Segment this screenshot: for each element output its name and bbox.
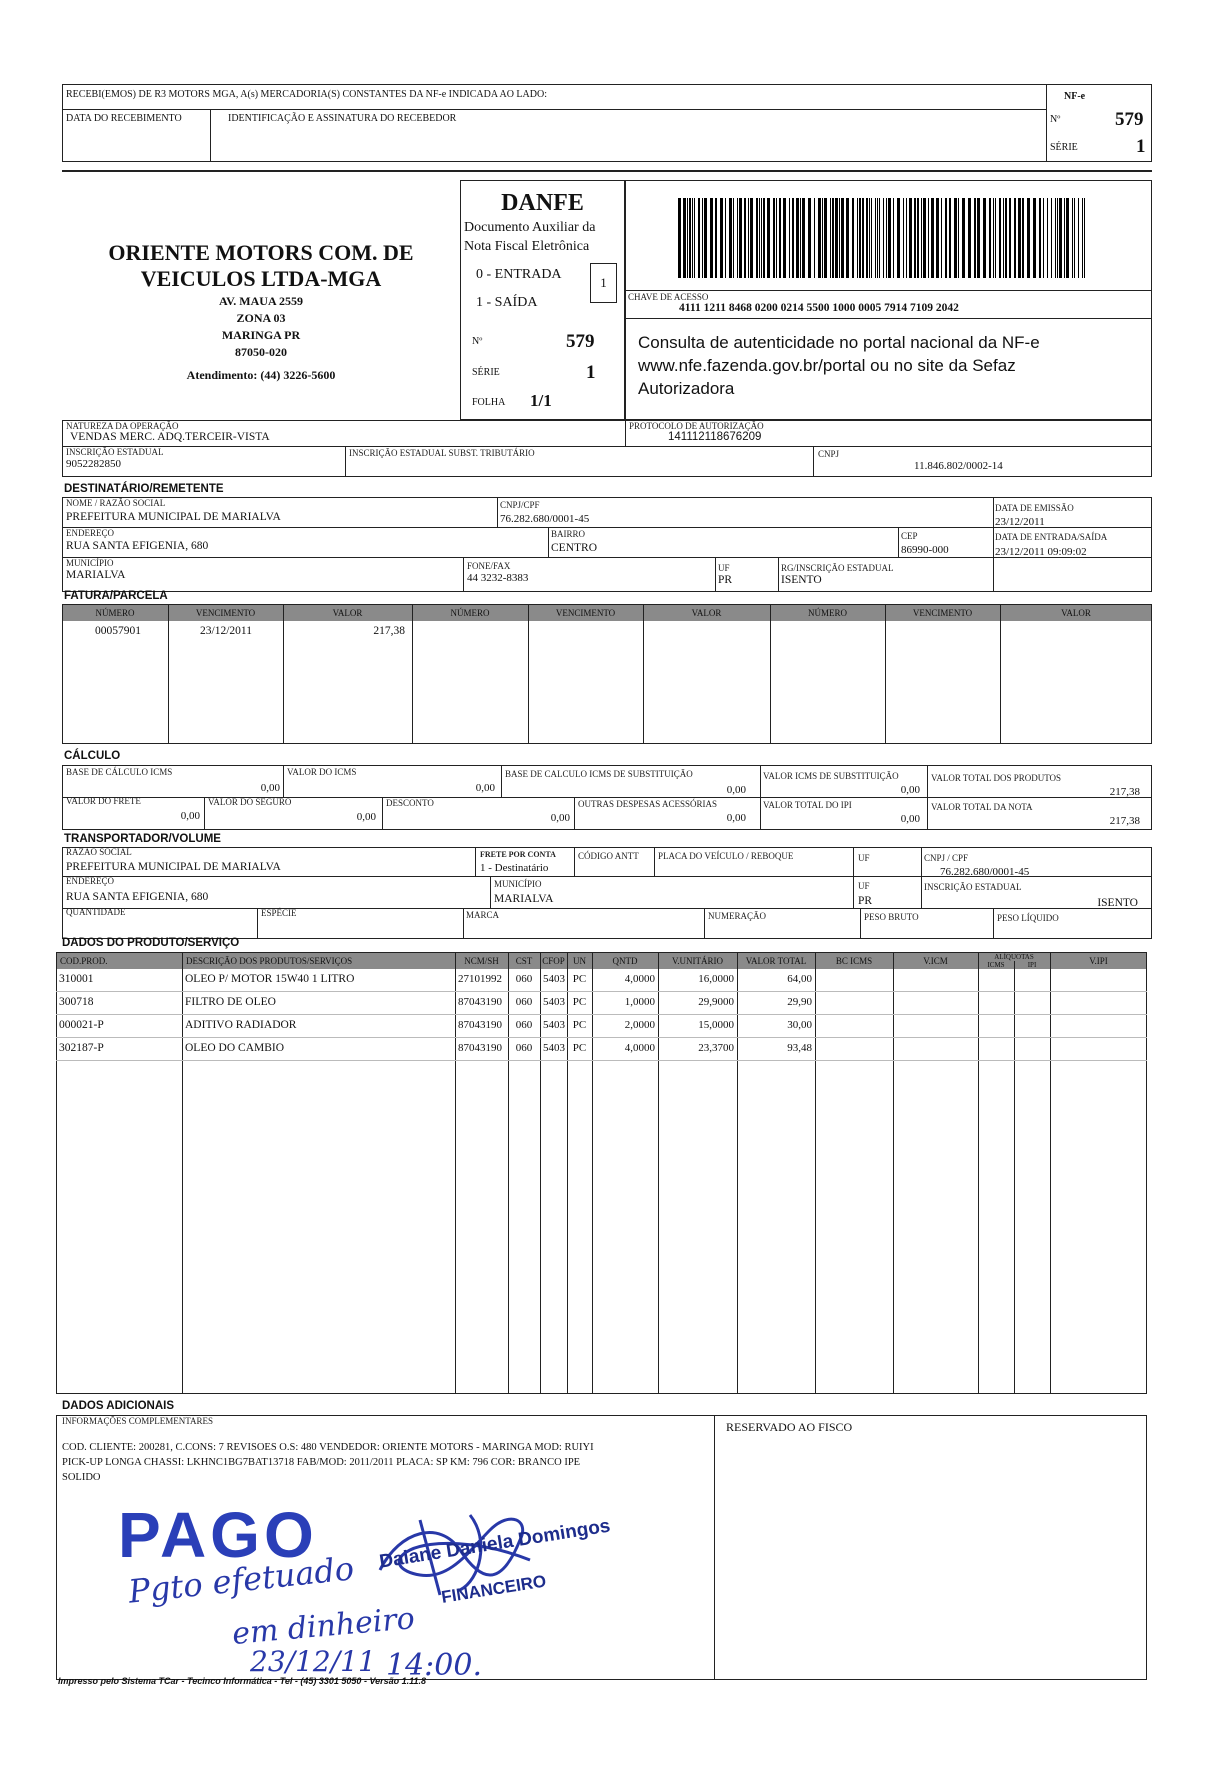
product-cod: 302187-P [59, 1042, 104, 1054]
barcode-bar [983, 198, 986, 278]
product-col-header: UN [573, 956, 586, 966]
product-cst: 060 [515, 973, 533, 985]
product-col-header: ALÍQUOTAS [994, 953, 1034, 961]
barcode-bar [720, 198, 723, 278]
danfe-entrada: 0 - ENTRADA [476, 267, 562, 282]
barcode-bar [914, 198, 916, 278]
barcode-bar [936, 198, 939, 278]
barcode-bar [832, 198, 834, 278]
barcode-bar [800, 198, 801, 278]
product-cfop: 5403 [543, 973, 565, 985]
barcode-bar [883, 198, 884, 278]
barcode-bar [1082, 198, 1083, 278]
barcode-bar [715, 198, 717, 278]
product-un: PC [572, 996, 587, 1008]
barcode-bar [1003, 198, 1004, 278]
transp-uf2-value: PR [858, 895, 873, 907]
product-col-header: QNTD [612, 956, 638, 966]
product-cod: 000021-P [59, 1019, 104, 1031]
transp-cnpj-value: 76.282.680/0001-45 [940, 866, 1030, 878]
barcode-bar [818, 198, 821, 278]
barcode-bar [725, 198, 726, 278]
barcode-bar [759, 198, 760, 278]
barcode-bar [692, 198, 693, 278]
handwritten-note-1: Pgto efetuado [126, 1549, 356, 1611]
transp-municipio-value: MARIALVA [494, 893, 554, 905]
product-desc: ADITIVO RADIADOR [185, 1019, 297, 1031]
barcode-bar [886, 198, 887, 278]
product-ncm: 27101992 [458, 973, 502, 985]
transp-peso-bruto-label: PESO BRUTO [864, 912, 919, 922]
transp-ie-value: ISENTO [1097, 897, 1138, 909]
barcode-bar [999, 198, 1001, 278]
info-label: INFORMAÇÕES COMPLEMENTARES [62, 1416, 214, 1426]
product-cod: 310001 [59, 973, 94, 985]
barcode-bar [841, 198, 844, 278]
product-un: PC [572, 973, 587, 985]
barcode-bar [962, 198, 965, 278]
dest-uf-value: PR [718, 574, 733, 586]
danfe-saida: 1 - SAÍDA [476, 295, 538, 310]
fatura-col-header: VALOR [1061, 608, 1091, 618]
dest-rg-label: RG/INSCRIÇÃO ESTADUAL [781, 563, 894, 573]
transp-quantidade-label: QUANTIDADE [66, 907, 126, 917]
product-un: PC [572, 1019, 587, 1031]
dest-entrada-label: DATA DE ENTRADA/SAÍDA [995, 532, 1108, 542]
barcode-bar [796, 198, 799, 278]
product-desc: OLEO P/ MOTOR 15W40 1 LITRO [185, 973, 355, 985]
barcode-bar [954, 198, 957, 278]
frete-label: VALOR DO FRETE [66, 796, 141, 806]
danfe-num-value: 579 [566, 331, 595, 352]
fisco-label: RESERVADO AO FISCO [726, 1420, 853, 1434]
recipient-section: DESTINATÁRIO/REMETENTE [64, 483, 224, 495]
fatura-section: FATURA/PARCELA [64, 590, 168, 602]
transp-especie-label: ESPÉCIE [261, 908, 297, 918]
barcode-bar [917, 198, 919, 278]
cnpj-value: 11.846.802/0002-14 [914, 460, 1003, 472]
fatura-col-header: VENCIMENTO [912, 608, 973, 618]
transp-antt-label: CÓDIGO ANTT [578, 851, 639, 861]
barcode-bar [737, 198, 738, 278]
transporte-section: TRANSPORTADOR/VOLUME [64, 833, 221, 845]
barcode-bar [814, 198, 815, 278]
barcode-bar [931, 198, 934, 278]
barcode-bar [862, 198, 864, 278]
fatura-col-header: NÚMERO [450, 608, 490, 618]
barcode-bar [1055, 198, 1056, 278]
dest-endereco-value: RUA SANTA EFIGENIA, 680 [66, 540, 209, 552]
product-ncm: 87043190 [458, 996, 502, 1008]
barcode-bar [683, 198, 686, 278]
barcode-bar [1078, 198, 1079, 278]
barcode-bar [792, 198, 794, 278]
barcode-bar [744, 198, 746, 278]
outras-value: 0,00 [726, 812, 746, 824]
base-st-label: BASE DE CALCULO ICMS DE SUBSTITUIÇÃO [505, 769, 693, 779]
barcode-bar [1009, 198, 1011, 278]
barcode-bar [846, 198, 849, 278]
dest-emissao-value: 23/12/2011 [995, 516, 1045, 528]
total-prod-label: VALOR TOTAL DOS PRODUTOS [931, 773, 1062, 783]
seguro-value: 0,00 [356, 811, 376, 823]
product-total: 29,90 [787, 996, 812, 1008]
signature-role: FINANCEIRO [440, 1571, 548, 1607]
transp-razao-value: PREFEITURA MUNICIPAL DE MARIALVA [66, 861, 281, 873]
transp-frete-value: 1 - Destinatário [480, 862, 549, 874]
produtos-section: DADOS DO PRODUTO/SERVIÇO [62, 937, 240, 949]
barcode-bar [687, 198, 688, 278]
adicionais-section: DADOS ADICIONAIS [62, 1400, 175, 1412]
base-st-value: 0,00 [726, 784, 746, 796]
consulta-line-1: Consulta de autenticidade no portal nacional da NF-e [638, 333, 1040, 352]
product-total: 30,00 [787, 1019, 812, 1031]
dest-cep-value: 86990-000 [901, 544, 949, 556]
product-col-header: V.IPI [1089, 956, 1108, 966]
barcode-bar [710, 198, 713, 278]
product-vunit: 23,3700 [698, 1042, 734, 1054]
valor-st-label: VALOR ICMS DE SUBSTITUIÇÃO [763, 771, 899, 781]
chave-label: CHAVE DE ACESSO [628, 292, 709, 302]
separator [62, 170, 1152, 172]
ie-label: INSCRIÇÃO ESTADUAL [66, 447, 164, 457]
base-icms-label: BASE DE CÁLCULO ICMS [66, 767, 173, 777]
barcode-bar [879, 198, 880, 278]
dest-municipio-label: MUNICÍPIO [66, 558, 114, 568]
barcode-bar [773, 198, 775, 278]
product-cfop: 5403 [543, 996, 565, 1008]
product-un: PC [572, 1042, 587, 1054]
dest-uf-label: UF [718, 563, 730, 573]
barcode-bar [1018, 198, 1021, 278]
product-cst: 060 [515, 1042, 533, 1054]
barcode-bar [945, 198, 947, 278]
fatura-col-header: NÚMERO [807, 608, 847, 618]
consulta-line-3: Autorizadora [638, 379, 735, 398]
barcode-bar [859, 198, 861, 278]
dest-cnpj-value: 76.282.680/0001-45 [500, 513, 590, 525]
danfe-folha-value: 1/1 [530, 391, 552, 410]
dest-name-label: NOME / RAZÃO SOCIAL [66, 498, 166, 508]
dest-fone-value: 44 3232-8383 [467, 572, 529, 584]
barcode-bar [767, 198, 770, 278]
receipt-id-label: IDENTIFICAÇÃO E ASSINATURA DO RECEBEDOR [228, 113, 457, 124]
issuer-block [62, 240, 460, 384]
fatura-col-header: NÚMERO [95, 608, 135, 618]
fatura-vencimento: 23/12/2011 [200, 625, 252, 637]
barcode-bar [968, 198, 971, 278]
handwritten-time: 14:00. [386, 1648, 482, 1683]
danfe-folha-label: FOLHA [472, 397, 506, 408]
product-desc: FILTRO DE OLEO [185, 996, 276, 1008]
barcode-bar [1074, 198, 1075, 278]
product-qtd: 4,0000 [624, 1042, 655, 1054]
danfe-serie-value: 1 [586, 362, 596, 383]
barcode-bar [702, 198, 703, 278]
danfe-subtitle-2: Nota Fiscal Eletrônica [464, 239, 590, 254]
cnpj-label: CNPJ [818, 449, 840, 459]
barcode-bar [698, 198, 700, 278]
product-col-header: CST [515, 956, 533, 966]
desconto-value: 0,00 [550, 812, 570, 824]
total-prod-value: 217,38 [1109, 786, 1140, 798]
receipt-num-label: Nº [1050, 114, 1061, 125]
fatura-col-header: VALOR [332, 608, 363, 618]
valor-icms-label: VALOR DO ICMS [287, 767, 357, 777]
barcode-bar [1072, 198, 1073, 278]
transp-peso-liquido-label: PESO LÍQUIDO [997, 913, 1059, 923]
barcode-bar [995, 198, 996, 278]
barcode-bar [928, 198, 929, 278]
frete-value: 0,00 [180, 810, 200, 822]
barcode-bar [871, 198, 872, 278]
barcode-bar [1039, 198, 1041, 278]
ipi-label: VALOR TOTAL DO IPI [763, 800, 852, 810]
danfe-subtitle-1: Documento Auxiliar da [464, 220, 596, 235]
barcode-bar [852, 198, 854, 278]
receipt-nfe-label: NF-e [1064, 91, 1086, 102]
transp-cnpj-label: CNPJ / CPF [924, 853, 969, 863]
barcode-bar [857, 198, 858, 278]
barcode-bar [909, 198, 912, 278]
barcode-bar [1066, 198, 1069, 278]
aliquota-sub-header: IPI [1027, 961, 1037, 969]
barcode-bar [875, 198, 876, 278]
info-line-1: COD. CLIENTE: 200281, C.CONS: 7 REVISOES O.S: 480 VENDEDOR: ORIENTE MOTORS - MARINGA MOD: RUIYI [62, 1442, 594, 1453]
barcode-bar [835, 198, 838, 278]
natureza-value: VENDAS MERC. ADQ.TERCEIR-VISTA [70, 431, 270, 443]
barcode-bar [866, 198, 868, 278]
product-col-header: CFOP [542, 956, 565, 966]
fatura-valor: 217,38 [373, 625, 405, 637]
issuer-city: MARINGA PR [221, 328, 301, 342]
product-vunit: 16,0000 [698, 973, 734, 985]
handwritten-date: 23/12/11 [250, 1645, 376, 1678]
barcode-bar [839, 198, 840, 278]
barcode-bar [776, 198, 777, 278]
barcode-bar [689, 198, 691, 278]
barcode-bar [1057, 198, 1058, 278]
product-desc: OLEO DO CAMBIO [185, 1042, 285, 1054]
issuer-name-2: VEICULOS LTDA-MGA [140, 266, 382, 291]
barcode-bar [921, 198, 922, 278]
danfe-title: DANFE [501, 190, 584, 216]
product-vunit: 29,9000 [698, 996, 734, 1008]
barcode-bar [941, 198, 942, 278]
protocolo-value: 141112118676209 [668, 431, 762, 443]
barcode-bar [1047, 198, 1048, 278]
product-col-header: COD.PROD. [60, 956, 108, 966]
total-nota-label: VALOR TOTAL DA NOTA [931, 802, 1033, 812]
seguro-label: VALOR DO SEGURO [208, 797, 292, 807]
product-vunit: 15,0000 [698, 1019, 734, 1031]
chave-value: 4111 1211 8468 0200 0214 5500 1000 0005 7914 7109 2042 [679, 302, 959, 314]
barcode-bar [704, 198, 707, 278]
receipt-date-label: DATA DO RECEBIMENTO [66, 113, 182, 124]
barcode-bar [869, 198, 870, 278]
transp-endereco-value: RUA SANTA EFIGENIA, 680 [66, 891, 209, 903]
base-icms-value: 0,00 [260, 782, 280, 794]
signature-name: Daiane Daniela Domingos [378, 1515, 612, 1573]
transp-municipio-label: MUNICÍPIO [494, 879, 542, 889]
dest-name-value: PREFEITURA MUNICIPAL DE MARIALVA [66, 511, 281, 523]
barcode-bar [783, 198, 786, 278]
barcode-bar [1084, 198, 1085, 278]
barcode-bar [903, 198, 904, 278]
dest-endereco-label: ENDEREÇO [66, 528, 114, 538]
outras-label: OUTRAS DESPESAS ACESSÓRIAS [578, 799, 718, 809]
barcode-bar [897, 198, 900, 278]
barcode-bar [1059, 198, 1062, 278]
total-nota-value: 217,38 [1109, 815, 1140, 827]
barcode-bar [729, 198, 732, 278]
barcode-bar [779, 198, 781, 278]
barcode-bar [733, 198, 734, 278]
product-qtd: 4,0000 [624, 973, 655, 985]
product-cod: 300718 [59, 996, 94, 1008]
receipt-num-value: 579 [1115, 109, 1144, 130]
product-cfop: 5403 [543, 1019, 565, 1031]
barcode-bar [822, 198, 823, 278]
barcode-bar [877, 198, 878, 278]
protocolo-label: PROTOCOLO DE AUTORIZAÇÃO [629, 421, 764, 431]
barcode-bar [763, 198, 765, 278]
barcode-bar [977, 198, 980, 278]
product-col-header: V.UNITÁRIO [671, 956, 724, 966]
desconto-label: DESCONTO [386, 798, 434, 808]
ie-value: 9052282850 [66, 458, 121, 470]
natureza-label: NATUREZA DA OPERAÇÃO [66, 421, 179, 431]
product-total: 64,00 [787, 973, 812, 985]
barcode-bar [1014, 198, 1016, 278]
barcode-bar [824, 198, 827, 278]
handwritten-note-2: em dinheiro [230, 1601, 417, 1652]
barcode-bar [906, 198, 907, 278]
barcode-bar [748, 198, 749, 278]
barcode-bar [1022, 198, 1024, 278]
dest-rg-value: ISENTO [781, 574, 822, 586]
danfe-tipo: 1 [600, 275, 607, 290]
dest-cep-label: CEP [901, 531, 918, 541]
info-line-2: PICK-UP LONGA CHASSI: LKHNC1BG7BAT13718 FAB/MOD: 2011/2011 PLACA: SP KM: 796 COR: BRANCO IPE [62, 1457, 581, 1468]
dest-municipio-value: MARIALVA [66, 569, 126, 581]
dest-bairro-value: CENTRO [551, 542, 597, 554]
valor-icms-value: 0,00 [475, 782, 495, 794]
barcode-bar [949, 198, 951, 278]
product-col-header: VALOR TOTAL [745, 956, 807, 966]
barcode-bar [1043, 198, 1044, 278]
dest-emissao-label: DATA DE EMISSÃO [995, 503, 1074, 513]
barcode [678, 198, 1092, 278]
barcode-bar [808, 198, 811, 278]
barcode-bar [830, 198, 831, 278]
danfe-serie-label: SÉRIE [472, 367, 500, 378]
fatura-col-header: VENCIMENTO [195, 608, 256, 618]
transp-uf-label: UF [858, 853, 870, 863]
footer: Impresso pelo Sistema TCar - Tecinco Informática - Tel - (45) 3301 5050 - Versão 1.11.8 [58, 1676, 426, 1686]
issuer-address-2: ZONA 03 [236, 311, 286, 325]
transp-endereco-label: ENDEREÇO [66, 876, 114, 886]
info-line-3: SOLIDO [62, 1472, 101, 1483]
pago-stamp: PAGO [118, 1499, 318, 1571]
product-col-header: NCM/SH [464, 956, 499, 966]
fatura-col-header: VENCIMENTO [555, 608, 616, 618]
iest-label: INSCRIÇÃO ESTADUAL SUBST. TRIBUTÁRIO [349, 448, 535, 458]
product-cfop: 5403 [543, 1042, 565, 1054]
product-col-header: V.ICM [923, 956, 948, 966]
product-ncm: 87043190 [458, 1042, 502, 1054]
barcode-bar [1027, 198, 1030, 278]
dest-entrada-value: 23/12/2011 09:09:02 [995, 546, 1087, 558]
product-cst: 060 [515, 996, 533, 1008]
transp-numeracao-label: NUMERAÇÃO [708, 911, 767, 921]
product-col-header: DESCRIÇÃO DOS PRODUTOS/SERVIÇOS [186, 956, 353, 966]
barcode-bar [923, 198, 926, 278]
barcode-bar [974, 198, 976, 278]
barcode-bar [694, 198, 695, 278]
barcode-bar [1051, 198, 1052, 278]
danfe-num-label: Nº [472, 336, 483, 347]
dest-bairro-label: BAIRRO [551, 529, 586, 539]
transp-marca-label: MARCA [466, 910, 500, 920]
transp-uf2-label: UF [858, 881, 870, 891]
issuer-phone: Atendimento: (44) 3226-5600 [186, 368, 336, 382]
fatura-col-header: VALOR [691, 608, 722, 618]
transp-placa-label: PLACA DO VEÍCULO / REBOQUE [658, 851, 794, 861]
barcode-bar [789, 198, 790, 278]
dest-cnpj-label: CNPJ/CPF [500, 500, 540, 510]
receipt-serie-label: SÉRIE [1050, 142, 1078, 153]
barcode-bar [739, 198, 742, 278]
consulta-line-2: www.nfe.fazenda.gov.br/portal ou no site da Sefaz [638, 356, 1016, 375]
valor-st-value: 0,00 [900, 784, 920, 796]
issuer-address-1: AV. MAUA 2559 [219, 294, 303, 308]
barcode-bar [893, 198, 894, 278]
barcode-bar [761, 198, 762, 278]
product-qtd: 2,0000 [624, 1019, 655, 1031]
barcode-bar [802, 198, 805, 278]
receipt-serie-value: 1 [1136, 136, 1146, 157]
product-total: 93,48 [787, 1042, 812, 1054]
calculo-section: CÁLCULO [64, 750, 121, 762]
barcode-bar [989, 198, 991, 278]
barcode-bar [1033, 198, 1036, 278]
dest-fone-label: FONE/FAX [467, 561, 511, 571]
barcode-bar [1064, 198, 1065, 278]
issuer-zip: 87050-020 [235, 345, 287, 359]
receipt-header: RECEBI(EMOS) DE R3 MOTORS MGA, A(s) MERCADORIA(S) CONSTANTES DA NF-e INDICADA AO LADO: [66, 89, 547, 100]
barcode-bar [958, 198, 959, 278]
ipi-value: 0,00 [900, 813, 920, 825]
transp-ie-label: INSCRIÇÃO ESTADUAL [924, 882, 1022, 892]
fatura-numero: 00057901 [95, 625, 141, 637]
barcode-bar [678, 198, 681, 278]
product-ncm: 87043190 [458, 1019, 502, 1031]
transp-razao-label: RAZÃO SOCIAL [66, 847, 132, 857]
transp-frete-label: FRETE POR CONTA [480, 850, 556, 859]
barcode-bar [993, 198, 994, 278]
product-qtd: 1,0000 [624, 996, 655, 1008]
aliquota-sub-header: ICMS [987, 961, 1005, 969]
barcode-bar [888, 198, 891, 278]
product-col-header: BC ICMS [835, 956, 873, 966]
issuer-name-1: ORIENTE MOTORS COM. DE [108, 240, 414, 265]
barcode-bar [1005, 198, 1007, 278]
barcode-bar [750, 198, 753, 278]
barcode-bar [756, 198, 758, 278]
product-cst: 060 [515, 1019, 533, 1031]
